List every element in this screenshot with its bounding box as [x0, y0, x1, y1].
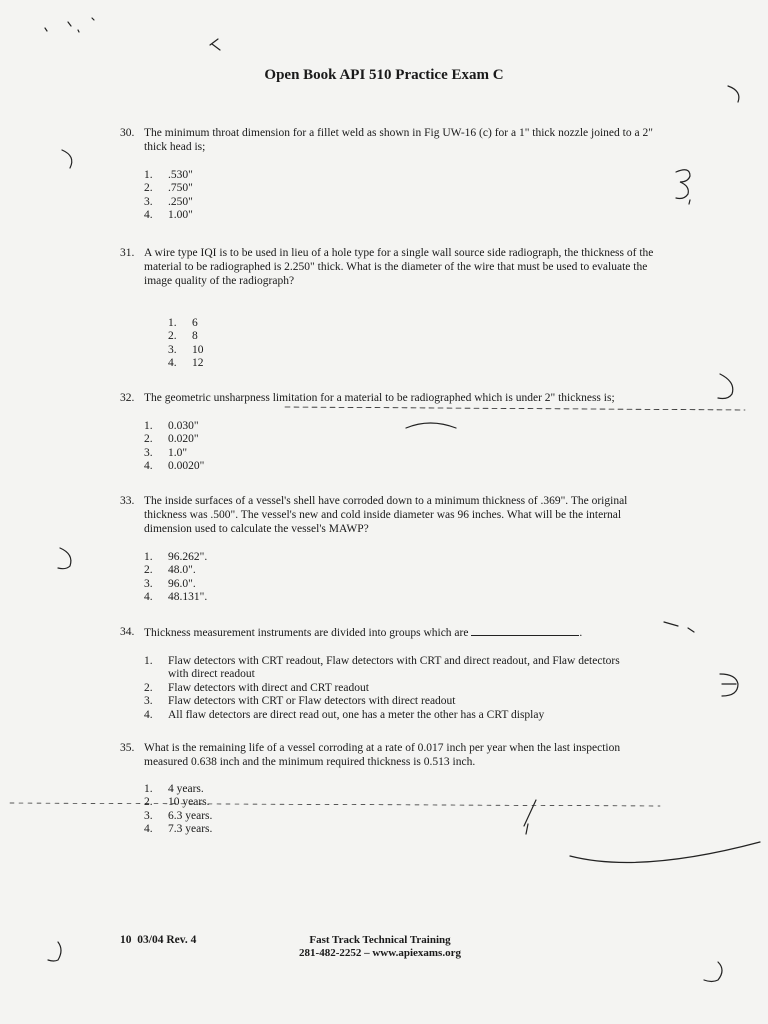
- question-mark-scribble: [676, 170, 690, 204]
- question-text: The minimum throat dimension for a fillet weld as shown in Fig UW-16 (c) for a 1" thick nozzle joined to a 2" thick head is;: [144, 127, 653, 153]
- question-text: What is the remaining life of a vessel corroding at a rate of 0.017 inch per year when the last inspection measured 0.638 inch and the minimum required thickness is 0.513 inch.: [144, 742, 621, 768]
- question-number: 33.: [120, 495, 135, 507]
- paren-mark: [48, 942, 61, 961]
- circled-mark: [720, 674, 738, 696]
- dash-mark: [664, 622, 694, 632]
- margin-mark: [45, 18, 94, 32]
- company-name: Fast Track Technical Training: [309, 934, 451, 946]
- pen-mark-top: [210, 39, 220, 50]
- footer-company: [240, 934, 520, 960]
- page-title: Open Book API 510 Practice Exam C: [264, 67, 504, 83]
- question-text: The geometric unsharpness limitation for a material to be radiographed which is under 2" thickness is;: [144, 392, 615, 404]
- pen-stroke: [570, 842, 760, 862]
- question-text: The inside surfaces of a vessel's shell have corroded down to a minimum thickness of .369". The original thickness was .500". The vessel's new and cold inside diameter was 96 inches. What will be the internal dimension used to calculate the vessel's MAWP?: [144, 495, 628, 535]
- pen-stroke: [406, 423, 456, 428]
- paren-mark: [718, 374, 733, 399]
- question-text: A wire type IQI is to be used in lieu of a hole type for a single wall source side radiograph, the thickness of the material to be radiographed is 2.250" thick. What is the diameter of the wire that must be used to evaluate the image quality of the radiograph?: [144, 247, 654, 287]
- paren-mark: [704, 962, 722, 982]
- question-number: 32.: [120, 392, 135, 404]
- question-number: 30.: [120, 127, 135, 139]
- exam-page: Open Book API 510 Practice Exam C 30. The minimum throat dimension for a fillet weld as shown in Fig UW-16 (c) for a 1" thick nozzle joined to a 2" thick head is; 1. .530" 2. .750" 3. .250" 4. 1.00" 31. A wire type IQI is to be used in lieu of a hole type for a single wall source side radiograph, the thickness of the material to be radiographed is 2.250" thick. What is the diameter of the wire that must be used to evaluate the image quality of the radiograph? 1. 6 2. 8 3. 10 4. 12 32. The geometric unsharpness limitation for a material to be radiographed which is under 2" thickness is; 1. 0.030" 2. 0.020" 3. 1.0" 4. 0.0020" 33. The inside surfaces of a vessel's shell have corroded down to a minimum thickness of .369". The original thickness was .500". The vessel's new and cold inside diameter was 96 inches. What will be the internal dimension used to calculate the vessel's MAWP? 1. 96.262". 2. 48.0". 3. 96.0". 4. 48.131". 34. Thickness measurement instruments are divided into groups which are . 1. Flaw detectors with CRT readout, Flaw detectors with CRT and direct readout, and Flaw detectors with direct readout 2. Flaw detectors with direct and CRT readout 3. Flaw detectors with CRT or Flaw detectors with direct readout 4. All flaw detectors are direct read out, one has a meter the other has a CRT display 35. What is the remaining life of a vessel corroding at a rate of 0.017 inch per year when the last inspection measured 0.638 inch and the minimum required thickness is 0.513 inch. 1. 4 years. 2. 10 years. 3. 6.3 years. 4. 7.3 years. 10 03/04 Rev. 4 Fast Track Technical Training 281-482-2252 – www.apiexams.org: [0, 0, 768, 1024]
- dashed-line: [10, 803, 660, 806]
- question-text: Thickness measurement instruments are divided into groups which are .: [144, 627, 583, 639]
- footer-page-info: [120, 934, 196, 946]
- dashed-line: [285, 407, 745, 410]
- question-number: 31.: [120, 247, 135, 259]
- revision: 03/04 Rev. 4: [137, 934, 197, 946]
- question-number: 35.: [120, 742, 135, 754]
- paren-mark: [62, 150, 72, 168]
- answer-blank: [471, 625, 579, 636]
- question-number: 34.: [120, 626, 135, 638]
- page-number: 10: [120, 934, 132, 946]
- paren-mark: [728, 86, 739, 102]
- company-contact: 281-482-2252 – www.apiexams.org: [299, 947, 461, 959]
- paren-mark: [58, 548, 71, 569]
